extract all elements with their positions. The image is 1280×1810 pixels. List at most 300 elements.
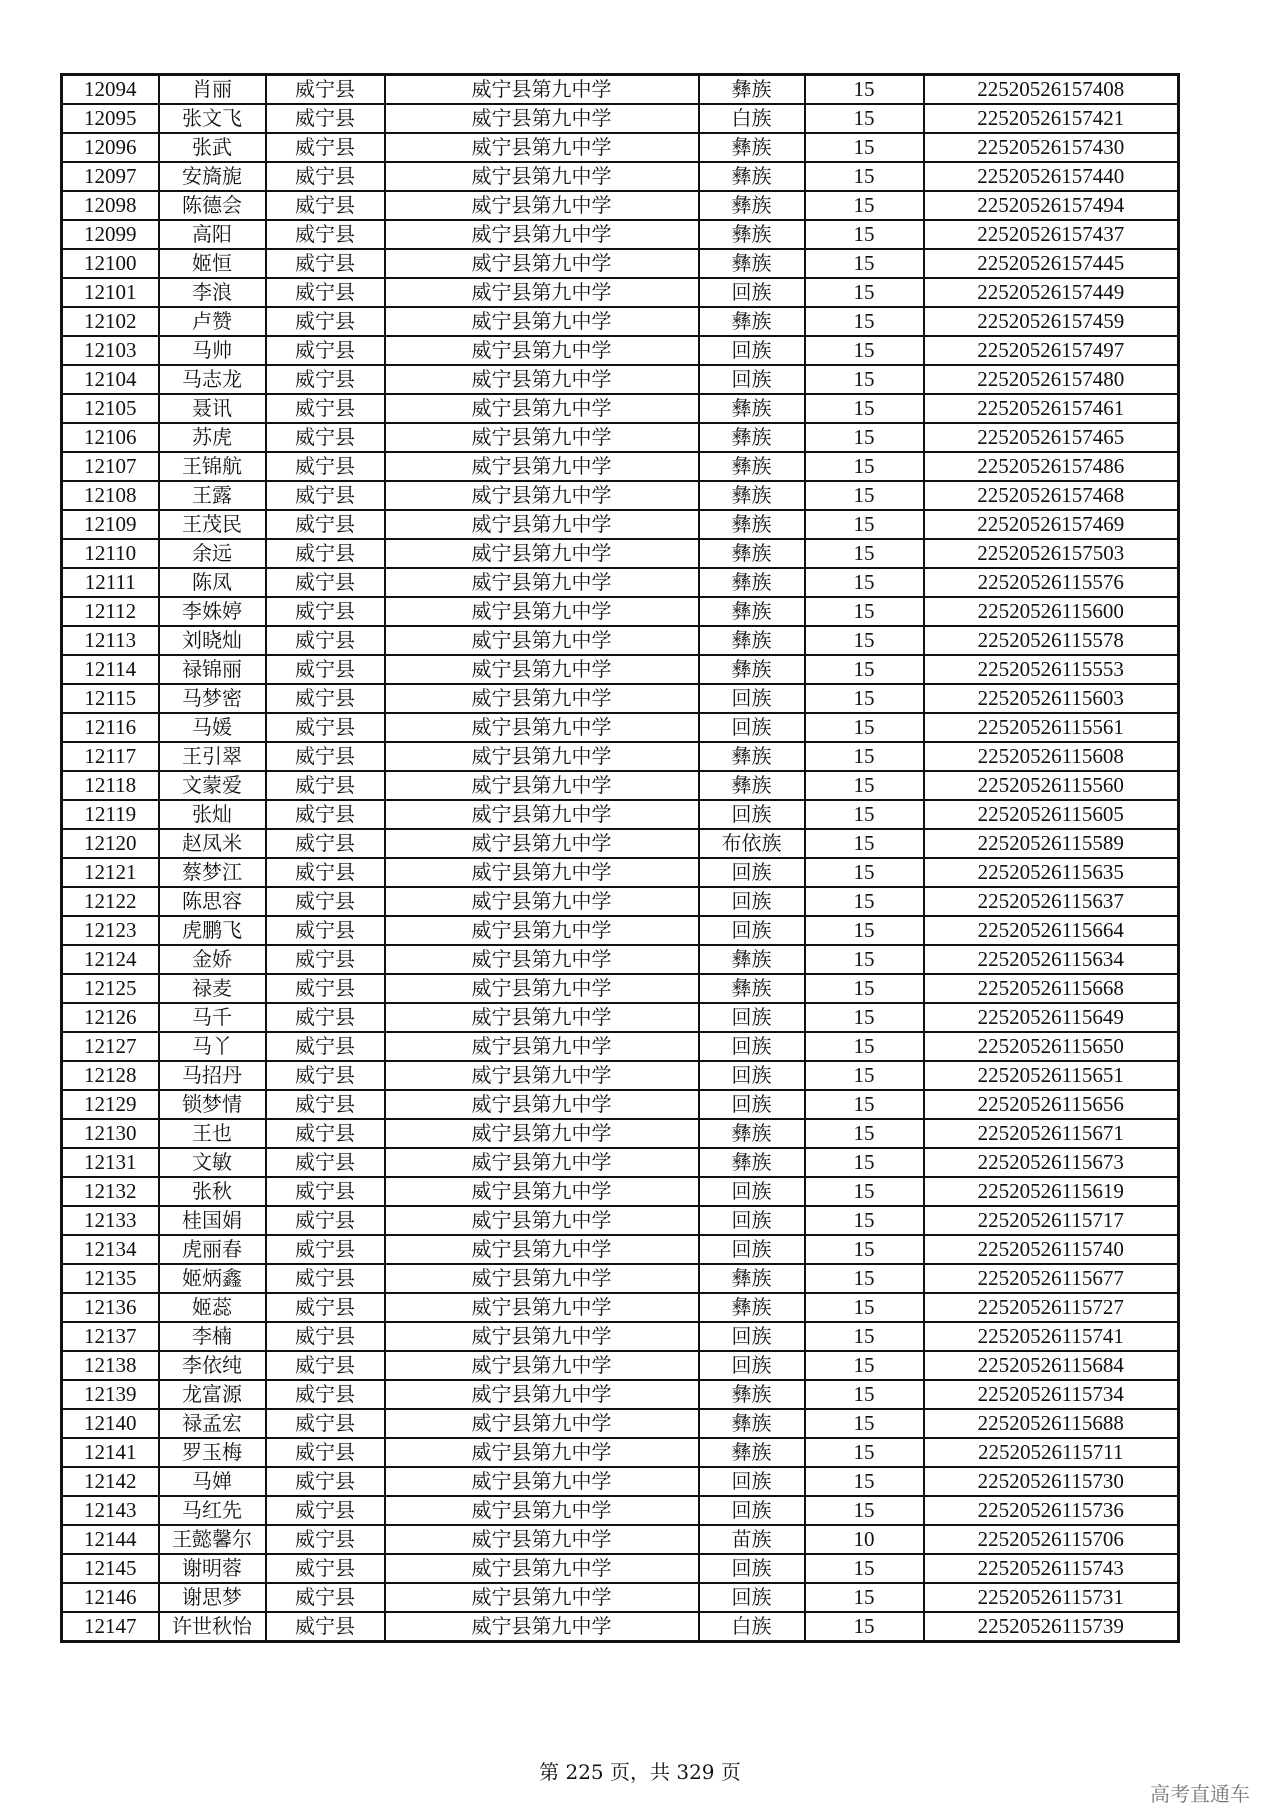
ethnicity-cell: 彝族 (699, 945, 805, 974)
exam-id-cell: 22520526115717 (924, 1206, 1179, 1235)
table-row (62, 655, 1179, 684)
student-name-cell: 苏虎 (159, 423, 266, 452)
exam-id-cell: 22520526115706 (924, 1525, 1179, 1554)
serial-number-cell: 12119 (62, 800, 159, 829)
table-row (62, 1612, 1179, 1642)
county-cell: 威宁县 (266, 1409, 385, 1438)
county-cell: 威宁县 (266, 1496, 385, 1525)
serial-number-cell: 12129 (62, 1090, 159, 1119)
table-row (62, 742, 1179, 771)
serial-number-cell: 12132 (62, 1177, 159, 1206)
county-cell: 威宁县 (266, 829, 385, 858)
exam-id-cell: 22520526157459 (924, 307, 1179, 336)
county-cell: 威宁县 (266, 365, 385, 394)
bonus-points-cell: 15 (805, 423, 924, 452)
school-cell: 威宁县第九中学 (385, 104, 699, 133)
school-cell: 威宁县第九中学 (385, 742, 699, 771)
bonus-points-cell: 15 (805, 220, 924, 249)
county-cell: 威宁县 (266, 597, 385, 626)
student-name-cell: 卢赞 (159, 307, 266, 336)
bonus-points-cell: 15 (805, 1467, 924, 1496)
ethnicity-cell: 布依族 (699, 829, 805, 858)
student-name-cell: 张灿 (159, 800, 266, 829)
student-name-cell: 王也 (159, 1119, 266, 1148)
table-row (62, 452, 1179, 481)
table-row (62, 771, 1179, 800)
county-cell: 威宁县 (266, 162, 385, 191)
bonus-points-cell: 15 (805, 887, 924, 916)
county-cell: 威宁县 (266, 684, 385, 713)
table-row (62, 1061, 1179, 1090)
school-cell: 威宁县第九中学 (385, 162, 699, 191)
ethnicity-cell: 彝族 (699, 539, 805, 568)
student-name-cell: 王引翠 (159, 742, 266, 771)
ethnicity-cell: 彝族 (699, 249, 805, 278)
serial-number-cell: 12122 (62, 887, 159, 916)
bonus-points-cell: 15 (805, 1177, 924, 1206)
serial-number-cell: 12147 (62, 1612, 159, 1642)
county-cell: 威宁县 (266, 1438, 385, 1467)
exam-id-cell: 22520526157497 (924, 336, 1179, 365)
school-cell: 威宁县第九中学 (385, 597, 699, 626)
county-cell: 威宁县 (266, 1467, 385, 1496)
student-name-cell: 禄孟宏 (159, 1409, 266, 1438)
school-cell: 威宁县第九中学 (385, 1554, 699, 1583)
bonus-points-cell: 15 (805, 133, 924, 162)
school-cell: 威宁县第九中学 (385, 191, 699, 220)
table-row (62, 1177, 1179, 1206)
school-cell: 威宁县第九中学 (385, 887, 699, 916)
ethnicity-cell: 回族 (699, 365, 805, 394)
ethnicity-cell: 彝族 (699, 394, 805, 423)
serial-number-cell: 12141 (62, 1438, 159, 1467)
ethnicity-cell: 彝族 (699, 452, 805, 481)
county-cell: 威宁县 (266, 713, 385, 742)
student-name-cell: 安旖旎 (159, 162, 266, 191)
bonus-points-cell: 15 (805, 1496, 924, 1525)
bonus-points-cell: 15 (805, 278, 924, 307)
county-cell: 威宁县 (266, 1003, 385, 1032)
serial-number-cell: 12114 (62, 655, 159, 684)
ethnicity-cell: 彝族 (699, 1119, 805, 1148)
student-name-cell: 蔡梦江 (159, 858, 266, 887)
student-name-cell: 陈德会 (159, 191, 266, 220)
school-cell: 威宁县第九中学 (385, 655, 699, 684)
table-row (62, 336, 1179, 365)
bonus-points-cell: 15 (805, 162, 924, 191)
school-cell: 威宁县第九中学 (385, 945, 699, 974)
bonus-points-cell: 15 (805, 1351, 924, 1380)
exam-id-cell: 22520526115741 (924, 1322, 1179, 1351)
ethnicity-cell: 彝族 (699, 655, 805, 684)
exam-id-cell: 22520526115619 (924, 1177, 1179, 1206)
county-cell: 威宁县 (266, 133, 385, 162)
county-cell: 威宁县 (266, 452, 385, 481)
student-name-cell: 王懿馨尔 (159, 1525, 266, 1554)
table-row (62, 307, 1179, 336)
ethnicity-cell: 彝族 (699, 597, 805, 626)
ethnicity-cell: 回族 (699, 916, 805, 945)
bonus-points-cell: 15 (805, 1409, 924, 1438)
exam-id-cell: 22520526115734 (924, 1380, 1179, 1409)
school-cell: 威宁县第九中学 (385, 1032, 699, 1061)
county-cell: 威宁县 (266, 220, 385, 249)
table-row (62, 394, 1179, 423)
ethnicity-cell: 彝族 (699, 133, 805, 162)
bonus-points-cell: 15 (805, 655, 924, 684)
school-cell: 威宁县第九中学 (385, 1467, 699, 1496)
school-cell: 威宁县第九中学 (385, 336, 699, 365)
school-cell: 威宁县第九中学 (385, 133, 699, 162)
exam-id-cell: 22520526115634 (924, 945, 1179, 974)
serial-number-cell: 12146 (62, 1583, 159, 1612)
student-name-cell: 马丫 (159, 1032, 266, 1061)
school-cell: 威宁县第九中学 (385, 1351, 699, 1380)
serial-number-cell: 12139 (62, 1380, 159, 1409)
table-row (62, 800, 1179, 829)
school-cell: 威宁县第九中学 (385, 220, 699, 249)
table-row (62, 684, 1179, 713)
ethnicity-cell: 回族 (699, 1032, 805, 1061)
bonus-points-cell: 15 (805, 1090, 924, 1119)
exam-id-cell: 22520526115740 (924, 1235, 1179, 1264)
table-row (62, 1090, 1179, 1119)
student-name-cell: 李姝婷 (159, 597, 266, 626)
serial-number-cell: 12137 (62, 1322, 159, 1351)
table-row (62, 916, 1179, 945)
ethnicity-cell: 回族 (699, 1467, 805, 1496)
exam-id-cell: 22520526157469 (924, 510, 1179, 539)
bonus-points-cell: 15 (805, 104, 924, 133)
serial-number-cell: 12125 (62, 974, 159, 1003)
county-cell: 威宁县 (266, 481, 385, 510)
serial-number-cell: 12130 (62, 1119, 159, 1148)
county-cell: 威宁县 (266, 423, 385, 452)
exam-id-cell: 22520526115603 (924, 684, 1179, 713)
serial-number-cell: 12109 (62, 510, 159, 539)
bonus-points-cell: 15 (805, 916, 924, 945)
student-name-cell: 马志龙 (159, 365, 266, 394)
table-row (62, 1380, 1179, 1409)
exam-id-cell: 22520526115684 (924, 1351, 1179, 1380)
exam-id-cell: 22520526115600 (924, 597, 1179, 626)
county-cell: 威宁县 (266, 655, 385, 684)
county-cell: 威宁县 (266, 945, 385, 974)
exam-id-cell: 22520526115673 (924, 1148, 1179, 1177)
bonus-points-cell: 15 (805, 394, 924, 423)
bonus-points-cell: 15 (805, 336, 924, 365)
student-name-cell: 文敏 (159, 1148, 266, 1177)
school-cell: 威宁县第九中学 (385, 1119, 699, 1148)
student-name-cell: 虎丽春 (159, 1235, 266, 1264)
school-cell: 威宁县第九中学 (385, 1177, 699, 1206)
student-name-cell: 禄锦丽 (159, 655, 266, 684)
school-cell: 威宁县第九中学 (385, 626, 699, 655)
school-cell: 威宁县第九中学 (385, 510, 699, 539)
student-name-cell: 高阳 (159, 220, 266, 249)
bonus-points-cell: 15 (805, 1293, 924, 1322)
student-name-cell: 姬恒 (159, 249, 266, 278)
table-row (62, 104, 1179, 133)
exam-id-cell: 22520526157445 (924, 249, 1179, 278)
table-row (62, 162, 1179, 191)
ethnicity-cell: 回族 (699, 1496, 805, 1525)
bonus-points-cell: 15 (805, 1438, 924, 1467)
ethnicity-cell: 回族 (699, 713, 805, 742)
bonus-points-cell: 15 (805, 1264, 924, 1293)
exam-id-cell: 22520526157430 (924, 133, 1179, 162)
serial-number-cell: 12097 (62, 162, 159, 191)
school-cell: 威宁县第九中学 (385, 771, 699, 800)
bonus-points-cell: 15 (805, 1583, 924, 1612)
serial-number-cell: 12095 (62, 104, 159, 133)
serial-number-cell: 12134 (62, 1235, 159, 1264)
county-cell: 威宁县 (266, 394, 385, 423)
bonus-points-cell: 15 (805, 597, 924, 626)
student-name-cell: 谢思梦 (159, 1583, 266, 1612)
student-name-cell: 马千 (159, 1003, 266, 1032)
school-cell: 威宁县第九中学 (385, 249, 699, 278)
county-cell: 威宁县 (266, 1177, 385, 1206)
ethnicity-cell: 彝族 (699, 771, 805, 800)
student-name-cell: 谢明蓉 (159, 1554, 266, 1583)
bonus-points-cell: 15 (805, 191, 924, 220)
ethnicity-cell: 回族 (699, 1003, 805, 1032)
serial-number-cell: 12142 (62, 1467, 159, 1496)
school-cell: 威宁县第九中学 (385, 1148, 699, 1177)
student-name-cell: 马梦密 (159, 684, 266, 713)
county-cell: 威宁县 (266, 1612, 385, 1642)
ethnicity-cell: 回族 (699, 1061, 805, 1090)
county-cell: 威宁县 (266, 771, 385, 800)
table-row (62, 1467, 1179, 1496)
ethnicity-cell: 回族 (699, 1090, 805, 1119)
county-cell: 威宁县 (266, 75, 385, 105)
bonus-points-cell: 15 (805, 539, 924, 568)
serial-number-cell: 12131 (62, 1148, 159, 1177)
county-cell: 威宁县 (266, 887, 385, 916)
table-row (62, 1264, 1179, 1293)
ethnicity-cell: 回族 (699, 1351, 805, 1380)
table-row (62, 1206, 1179, 1235)
ethnicity-cell: 彝族 (699, 191, 805, 220)
school-cell: 威宁县第九中学 (385, 974, 699, 1003)
exam-id-cell: 22520526157408 (924, 75, 1179, 105)
serial-number-cell: 12136 (62, 1293, 159, 1322)
ethnicity-cell: 回族 (699, 1322, 805, 1351)
ethnicity-cell: 彝族 (699, 481, 805, 510)
roster-table-body (62, 75, 1179, 1642)
table-row (62, 829, 1179, 858)
school-cell: 威宁县第九中学 (385, 1235, 699, 1264)
student-name-cell: 许世秋怡 (159, 1612, 266, 1642)
county-cell: 威宁县 (266, 1264, 385, 1293)
bonus-points-cell: 15 (805, 1235, 924, 1264)
bonus-points-cell: 10 (805, 1525, 924, 1554)
bonus-points-cell: 15 (805, 1119, 924, 1148)
table-row (62, 858, 1179, 887)
student-name-cell: 禄麦 (159, 974, 266, 1003)
student-name-cell: 聂讯 (159, 394, 266, 423)
ethnicity-cell: 回族 (699, 1235, 805, 1264)
table-row (62, 1322, 1179, 1351)
ethnicity-cell: 彝族 (699, 1380, 805, 1409)
ethnicity-cell: 彝族 (699, 1293, 805, 1322)
exam-id-cell: 22520526115650 (924, 1032, 1179, 1061)
exam-id-cell: 22520526115664 (924, 916, 1179, 945)
table-row (62, 191, 1179, 220)
bonus-points-cell: 15 (805, 1206, 924, 1235)
bonus-points-cell: 15 (805, 307, 924, 336)
exam-id-cell: 22520526157465 (924, 423, 1179, 452)
county-cell: 威宁县 (266, 1206, 385, 1235)
bonus-points-cell: 15 (805, 510, 924, 539)
student-name-cell: 虎鹏飞 (159, 916, 266, 945)
table-row (62, 1583, 1179, 1612)
bonus-points-cell: 15 (805, 1554, 924, 1583)
ethnicity-cell: 彝族 (699, 220, 805, 249)
serial-number-cell: 12105 (62, 394, 159, 423)
ethnicity-cell: 回族 (699, 887, 805, 916)
student-name-cell: 刘晓灿 (159, 626, 266, 655)
ethnicity-cell: 苗族 (699, 1525, 805, 1554)
exam-id-cell: 22520526115651 (924, 1061, 1179, 1090)
bonus-points-cell: 15 (805, 945, 924, 974)
student-name-cell: 余远 (159, 539, 266, 568)
table-row (62, 597, 1179, 626)
student-name-cell: 李依纯 (159, 1351, 266, 1380)
school-cell: 威宁县第九中学 (385, 1003, 699, 1032)
school-cell: 威宁县第九中学 (385, 1322, 699, 1351)
school-cell: 威宁县第九中学 (385, 539, 699, 568)
serial-number-cell: 12103 (62, 336, 159, 365)
watermark: 高考直通车 (1150, 1782, 1250, 1806)
school-cell: 威宁县第九中学 (385, 568, 699, 597)
school-cell: 威宁县第九中学 (385, 684, 699, 713)
school-cell: 威宁县第九中学 (385, 394, 699, 423)
table-row (62, 1438, 1179, 1467)
student-name-cell: 赵凤米 (159, 829, 266, 858)
ethnicity-cell: 彝族 (699, 1264, 805, 1293)
serial-number-cell: 12096 (62, 133, 159, 162)
ethnicity-cell: 彝族 (699, 510, 805, 539)
school-cell: 威宁县第九中学 (385, 1583, 699, 1612)
serial-number-cell: 12121 (62, 858, 159, 887)
student-name-cell: 桂国娟 (159, 1206, 266, 1235)
school-cell: 威宁县第九中学 (385, 423, 699, 452)
serial-number-cell: 12128 (62, 1061, 159, 1090)
exam-id-cell: 22520526115605 (924, 800, 1179, 829)
ethnicity-cell: 白族 (699, 104, 805, 133)
ethnicity-cell: 彝族 (699, 307, 805, 336)
school-cell: 威宁县第九中学 (385, 1409, 699, 1438)
serial-number-cell: 12123 (62, 916, 159, 945)
ethnicity-cell: 彝族 (699, 568, 805, 597)
serial-number-cell: 12120 (62, 829, 159, 858)
exam-id-cell: 22520526115578 (924, 626, 1179, 655)
county-cell: 威宁县 (266, 800, 385, 829)
student-name-cell: 马婵 (159, 1467, 266, 1496)
county-cell: 威宁县 (266, 1322, 385, 1351)
table-row (62, 713, 1179, 742)
bonus-points-cell: 15 (805, 771, 924, 800)
exam-id-cell: 22520526115649 (924, 1003, 1179, 1032)
county-cell: 威宁县 (266, 510, 385, 539)
county-cell: 威宁县 (266, 104, 385, 133)
school-cell: 威宁县第九中学 (385, 75, 699, 105)
exam-id-cell: 22520526157437 (924, 220, 1179, 249)
student-name-cell: 李浪 (159, 278, 266, 307)
serial-number-cell: 12100 (62, 249, 159, 278)
serial-number-cell: 12107 (62, 452, 159, 481)
ethnicity-cell: 回族 (699, 1583, 805, 1612)
table-row (62, 249, 1179, 278)
serial-number-cell: 12126 (62, 1003, 159, 1032)
bonus-points-cell: 15 (805, 713, 924, 742)
ethnicity-cell: 回族 (699, 684, 805, 713)
table-row (62, 568, 1179, 597)
exam-id-cell: 22520526157440 (924, 162, 1179, 191)
bonus-points-cell: 15 (805, 365, 924, 394)
student-name-cell: 马帅 (159, 336, 266, 365)
exam-id-cell: 22520526157468 (924, 481, 1179, 510)
ethnicity-cell: 回族 (699, 1177, 805, 1206)
table-row (62, 1351, 1179, 1380)
county-cell: 威宁县 (266, 1148, 385, 1177)
school-cell: 威宁县第九中学 (385, 1525, 699, 1554)
serial-number-cell: 12144 (62, 1525, 159, 1554)
student-name-cell: 肖丽 (159, 75, 266, 105)
serial-number-cell: 12113 (62, 626, 159, 655)
school-cell: 威宁县第九中学 (385, 829, 699, 858)
serial-number-cell: 12094 (62, 75, 159, 105)
ethnicity-cell: 彝族 (699, 162, 805, 191)
table-row (62, 1554, 1179, 1583)
school-cell: 威宁县第九中学 (385, 1612, 699, 1642)
school-cell: 威宁县第九中学 (385, 1380, 699, 1409)
bonus-points-cell: 15 (805, 75, 924, 105)
table-row (62, 1003, 1179, 1032)
student-name-cell: 姬炳鑫 (159, 1264, 266, 1293)
serial-number-cell: 12143 (62, 1496, 159, 1525)
exam-id-cell: 22520526115561 (924, 713, 1179, 742)
bonus-points-cell: 15 (805, 1612, 924, 1642)
roster-table (60, 73, 1180, 1643)
school-cell: 威宁县第九中学 (385, 365, 699, 394)
serial-number-cell: 12112 (62, 597, 159, 626)
serial-number-cell: 12140 (62, 1409, 159, 1438)
table-row (62, 887, 1179, 916)
bonus-points-cell: 15 (805, 829, 924, 858)
student-name-cell: 金娇 (159, 945, 266, 974)
exam-id-cell: 22520526157494 (924, 191, 1179, 220)
student-name-cell: 马媛 (159, 713, 266, 742)
ethnicity-cell: 回族 (699, 1206, 805, 1235)
page-number: 第 225 页，共 329 页 (539, 1760, 741, 1784)
county-cell: 威宁县 (266, 278, 385, 307)
serial-number-cell: 12135 (62, 1264, 159, 1293)
exam-id-cell: 22520526115671 (924, 1119, 1179, 1148)
bonus-points-cell: 15 (805, 742, 924, 771)
county-cell: 威宁县 (266, 539, 385, 568)
school-cell: 威宁县第九中学 (385, 713, 699, 742)
bonus-points-cell: 15 (805, 1148, 924, 1177)
county-cell: 威宁县 (266, 568, 385, 597)
exam-id-cell: 22520526115688 (924, 1409, 1179, 1438)
table-row (62, 510, 1179, 539)
student-name-cell: 张秋 (159, 1177, 266, 1206)
serial-number-cell: 12106 (62, 423, 159, 452)
